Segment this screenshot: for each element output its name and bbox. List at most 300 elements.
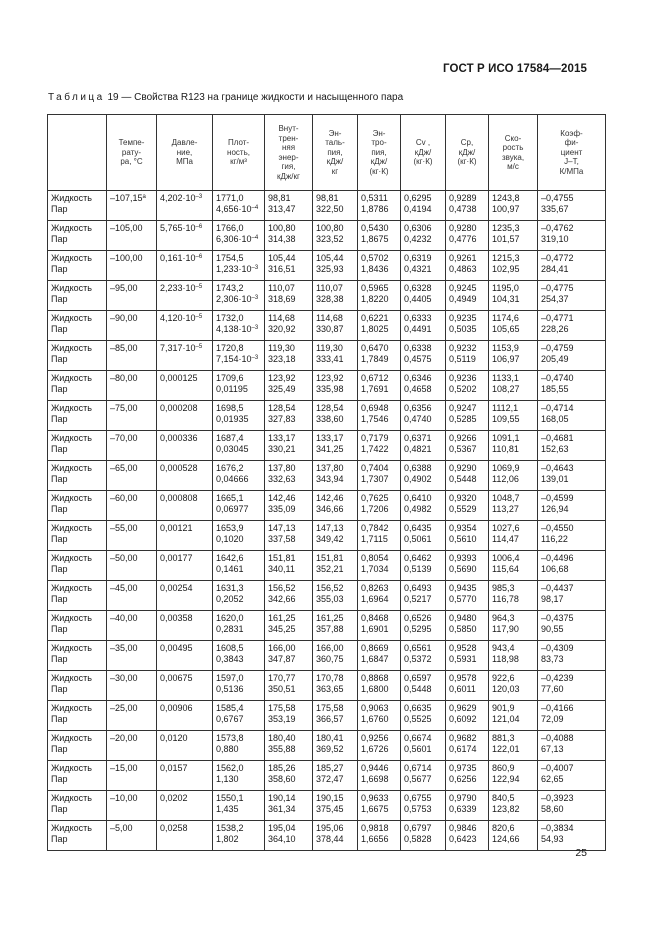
enthalpy-vapor: 323,52 — [316, 234, 344, 244]
sound-speed-cell — [489, 221, 538, 251]
cv-cell — [401, 371, 446, 401]
jt-coefficient-liquid: –0,4771 — [541, 313, 574, 323]
pressure-cell — [157, 311, 213, 341]
density-liquid: 1687,4 — [216, 433, 244, 443]
phase-cell — [48, 791, 107, 821]
table-row — [48, 581, 606, 611]
cv-liquid: 0,6435 — [404, 523, 432, 533]
cp-cell — [446, 641, 489, 671]
sound-speed-vapor: 101,57 — [492, 234, 520, 244]
column-header — [538, 115, 606, 191]
cp-liquid: 0,9266 — [449, 433, 477, 443]
column-header-line: тро- — [371, 138, 387, 148]
table-row — [48, 641, 606, 671]
enthalpy-cell — [313, 821, 358, 851]
sound-speed-vapor: 108,27 — [492, 384, 520, 394]
pressure-text: 4,120·10 — [160, 313, 196, 323]
table-row — [48, 791, 606, 821]
entropy-cell — [358, 221, 401, 251]
phase-vapor-label: Пар — [51, 204, 68, 214]
cv-vapor: 0,5061 — [404, 534, 432, 544]
cv-liquid: 0,6635 — [404, 703, 432, 713]
phase-liquid-label: Жидкость — [51, 793, 92, 803]
cv-cell — [401, 611, 446, 641]
entropy-vapor: 1,6901 — [361, 624, 389, 634]
column-header-line: звука, — [501, 152, 525, 162]
cp-cell — [446, 341, 489, 371]
temperature-value — [110, 793, 153, 804]
enthalpy-liquid: 137,80 — [316, 463, 344, 473]
temperature-cell — [107, 821, 157, 851]
cp-cell — [446, 401, 489, 431]
density-cell — [213, 491, 265, 521]
phase-liquid-label: Жидкость — [51, 763, 92, 773]
internal-energy-liquid: 147,13 — [268, 523, 296, 533]
entropy-liquid: 0,5702 — [361, 253, 389, 263]
pressure-text: 0,000125 — [160, 373, 198, 383]
cp-vapor: 0,6011 — [449, 684, 476, 694]
column-header-line: Плот- — [227, 138, 250, 148]
enthalpy-liquid: 180,41 — [316, 733, 344, 743]
cv-cell — [401, 431, 446, 461]
pressure-text: 0,000208 — [160, 403, 198, 413]
enthalpy-vapor: 322,50 — [316, 204, 344, 214]
caption-label: Таблица — [48, 92, 105, 103]
jt-coefficient-vapor: 126,94 — [541, 504, 569, 514]
density-liquid: 1562,0 — [216, 763, 244, 773]
jt-coefficient-cell — [538, 431, 606, 461]
cv-cell — [401, 221, 446, 251]
cv-vapor: 0,5753 — [404, 804, 432, 814]
jt-coefficient-liquid: –0,4775 — [541, 283, 574, 293]
jt-coefficient-liquid: –0,4643 — [541, 463, 574, 473]
temperature-text: –65,00 — [110, 463, 138, 473]
enthalpy-cell — [313, 251, 358, 281]
density-exponent: –4 — [251, 205, 259, 211]
pressure-value — [160, 253, 209, 264]
temperature-text: –40,00 — [110, 613, 138, 623]
column-header-line: ность, — [227, 147, 250, 157]
cv-liquid: 0,6714 — [404, 763, 432, 773]
cv-vapor: 0,4575 — [404, 354, 432, 364]
enthalpy-liquid: 170,78 — [316, 673, 344, 683]
phase-vapor-label: Пар — [51, 564, 68, 574]
column-header-line: Эн- — [372, 128, 386, 138]
enthalpy-liquid: 114,68 — [316, 313, 343, 323]
density-exponent: –3 — [251, 295, 259, 301]
table-row — [48, 341, 606, 371]
pressure-text: 0,000528 — [160, 463, 198, 473]
temperature-value — [110, 673, 153, 684]
cp-vapor: 0,5529 — [449, 504, 477, 514]
temperature-text: –10,00 — [110, 793, 138, 803]
enthalpy-liquid: 195,06 — [316, 823, 344, 833]
cv-vapor: 0,4740 — [404, 414, 432, 424]
table-row — [48, 401, 606, 431]
sound-speed-liquid: 901,9 — [492, 703, 515, 713]
temperature-cell — [107, 281, 157, 311]
column-header-line: няя — [281, 143, 296, 152]
internal-energy-vapor: 318,69 — [268, 294, 296, 304]
enthalpy-cell — [313, 521, 358, 551]
density-vapor-text: 0,880 — [216, 744, 239, 754]
jt-coefficient-liquid: –0,4714 — [541, 403, 574, 413]
cp-vapor: 0,5035 — [449, 324, 477, 334]
entropy-vapor: 1,6800 — [361, 684, 389, 694]
sound-speed-cell — [489, 191, 538, 221]
density-vapor-text: 1,435 — [216, 804, 239, 814]
cv-liquid: 0,6462 — [404, 553, 432, 563]
enthalpy-liquid: 151,81 — [316, 553, 344, 563]
jt-coefficient-liquid: –0,4375 — [541, 613, 574, 623]
column-header-line: циент — [560, 147, 583, 157]
pressure-cell — [157, 731, 213, 761]
enthalpy-cell — [313, 611, 358, 641]
phase-vapor-label: Пар — [51, 594, 68, 604]
column-header-line: рату- — [121, 147, 142, 157]
density-liquid: 1698,5 — [216, 403, 244, 413]
jt-coefficient-liquid: –0,4759 — [541, 343, 574, 353]
entropy-liquid: 0,5311 — [361, 193, 388, 203]
pressure-text: 0,0157 — [160, 763, 188, 773]
table-row — [48, 521, 606, 551]
sound-speed-liquid: 1174,6 — [492, 313, 519, 323]
density-liquid: 1538,2 — [216, 823, 244, 833]
sound-speed-cell — [489, 371, 538, 401]
phase-cell — [48, 401, 107, 431]
column-header — [446, 115, 489, 191]
column-header-line: рость — [502, 143, 524, 152]
pressure-text: 0,00675 — [160, 673, 193, 683]
temperature-text: –70,00 — [110, 433, 138, 443]
column-header-line: Эн- — [328, 128, 342, 138]
temperature-cell — [107, 461, 157, 491]
pressure-cell — [157, 641, 213, 671]
cp-liquid: 0,9790 — [449, 793, 477, 803]
phase-vapor-label: Пар — [51, 414, 68, 424]
sound-speed-vapor: 102,95 — [492, 264, 520, 274]
jt-coefficient-liquid: –0,4755 — [541, 193, 574, 203]
cv-liquid: 0,6755 — [404, 793, 432, 803]
phase-vapor-label: Пар — [51, 234, 68, 244]
phase-liquid-label: Жидкость — [51, 583, 92, 593]
pressure-text: 0,0258 — [160, 823, 188, 833]
column-header-line: Внут- — [278, 124, 299, 133]
enthalpy-liquid: 156,52 — [316, 583, 344, 593]
jt-coefficient-vapor: 228,26 — [541, 324, 569, 334]
cp-liquid: 0,9320 — [449, 493, 477, 503]
internal-energy-cell — [265, 281, 313, 311]
internal-energy-cell — [265, 221, 313, 251]
sound-speed-liquid: 820,6 — [492, 823, 515, 833]
entropy-cell — [358, 491, 401, 521]
cv-vapor: 0,5448 — [404, 684, 432, 694]
enthalpy-vapor: 366,57 — [316, 714, 344, 724]
density-liquid: 1676,2 — [216, 463, 244, 473]
enthalpy-vapor: 357,88 — [316, 624, 344, 634]
internal-energy-vapor: 364,10 — [268, 834, 296, 844]
caption-text: — Свойства R123 на границе жидкости и насыщенного пара — [121, 92, 404, 103]
jt-coefficient-liquid: –0,4772 — [541, 253, 574, 263]
density-liquid: 1550,1 — [216, 793, 244, 803]
cv-cell — [401, 521, 446, 551]
entropy-cell — [358, 821, 401, 851]
cv-cell — [401, 581, 446, 611]
internal-energy-liquid: 128,54 — [268, 403, 296, 413]
enthalpy-vapor: 363,65 — [316, 684, 344, 694]
cp-liquid: 0,9578 — [449, 673, 477, 683]
phase-vapor-label: Пар — [51, 474, 68, 484]
cv-vapor: 0,5139 — [404, 564, 432, 574]
sound-speed-vapor: 109,55 — [492, 414, 520, 424]
pressure-cell — [157, 431, 213, 461]
pressure-text: 0,00495 — [160, 643, 193, 653]
pressure-cell — [157, 371, 213, 401]
temperature-text: –25,00 — [110, 703, 138, 713]
column-header-line: ра, °С — [120, 157, 143, 167]
pressure-cell — [157, 701, 213, 731]
density-cell — [213, 221, 265, 251]
entropy-liquid: 0,9633 — [361, 793, 389, 803]
cp-vapor: 0,5202 — [449, 384, 477, 394]
entropy-vapor: 1,7849 — [361, 354, 389, 364]
cp-cell — [446, 761, 489, 791]
pressure-text: 0,00906 — [160, 703, 193, 713]
temperature-text: –60,00 — [110, 493, 138, 503]
phase-cell — [48, 191, 107, 221]
pressure-cell — [157, 671, 213, 701]
sound-speed-liquid: 1195,0 — [492, 283, 519, 293]
entropy-liquid: 0,7842 — [361, 523, 389, 533]
density-cell — [213, 461, 265, 491]
enthalpy-cell — [313, 311, 358, 341]
entropy-vapor: 1,6726 — [361, 744, 389, 754]
jt-coefficient-cell — [538, 761, 606, 791]
enthalpy-vapor: 338,60 — [316, 414, 344, 424]
temperature-text: –45,00 — [110, 583, 138, 593]
pressure-text: 2,233·10 — [160, 283, 196, 293]
entropy-liquid: 0,8054 — [361, 553, 389, 563]
internal-energy-liquid: 185,26 — [268, 763, 296, 773]
pressure-text: 0,0120 — [160, 733, 188, 743]
phase-vapor-label: Пар — [51, 324, 68, 334]
sound-speed-cell — [489, 491, 538, 521]
jt-coefficient-vapor: 168,05 — [541, 414, 569, 424]
phase-cell — [48, 371, 107, 401]
pressure-value — [160, 193, 209, 204]
cp-liquid: 0,9235 — [449, 313, 477, 323]
density-cell — [213, 431, 265, 461]
table-caption — [48, 92, 403, 103]
internal-energy-cell — [265, 341, 313, 371]
entropy-liquid: 0,7625 — [361, 493, 389, 503]
jt-coefficient-cell — [538, 461, 606, 491]
cp-vapor: 0,5690 — [449, 564, 477, 574]
phase-liquid-label: Жидкость — [51, 523, 92, 533]
internal-energy-liquid: 114,68 — [268, 313, 295, 323]
temperature-text: –95,00 — [110, 283, 138, 293]
cv-cell — [401, 761, 446, 791]
density-liquid: 1608,5 — [216, 643, 244, 653]
enthalpy-liquid: 175,58 — [316, 703, 344, 713]
jt-coefficient-vapor: 152,63 — [541, 444, 569, 454]
phase-liquid-label: Жидкость — [51, 193, 92, 203]
density-cell — [213, 671, 265, 701]
column-header-line: (кг·К) — [413, 157, 433, 167]
density-cell — [213, 791, 265, 821]
cv-vapor: 0,4658 — [404, 384, 432, 394]
jt-coefficient-liquid: –0,3834 — [541, 823, 574, 833]
sound-speed-vapor: 115,64 — [492, 564, 519, 574]
internal-energy-vapor: 353,19 — [268, 714, 296, 724]
sound-speed-liquid: 922,6 — [492, 673, 515, 683]
phase-vapor-label: Пар — [51, 804, 68, 814]
internal-energy-cell — [265, 641, 313, 671]
temperature-cell — [107, 521, 157, 551]
jt-coefficient-vapor: 139,01 — [541, 474, 569, 484]
internal-energy-liquid: 161,25 — [268, 613, 296, 623]
column-header — [313, 115, 358, 191]
table-row — [48, 761, 606, 791]
pressure-text: 5,765·10 — [160, 223, 196, 233]
entropy-vapor: 1,6698 — [361, 774, 389, 784]
cp-liquid: 0,9354 — [449, 523, 477, 533]
table-row — [48, 701, 606, 731]
temperature-text: –50,00 — [110, 553, 138, 563]
jt-coefficient-cell — [538, 401, 606, 431]
entropy-vapor: 1,8436 — [361, 264, 389, 274]
entropy-cell — [358, 581, 401, 611]
entropy-liquid: 0,8868 — [361, 673, 389, 683]
pressure-cell — [157, 791, 213, 821]
sound-speed-cell — [489, 461, 538, 491]
jt-coefficient-liquid: –0,4496 — [541, 553, 574, 563]
jt-coefficient-liquid: –0,4239 — [541, 673, 574, 683]
pressure-value — [160, 223, 209, 234]
cv-vapor: 0,5372 — [404, 654, 432, 664]
entropy-cell — [358, 731, 401, 761]
density-exponent: –3 — [251, 265, 259, 271]
jt-coefficient-vapor: 90,55 — [541, 624, 564, 634]
density-vapor-text: 4,656·10 — [216, 204, 252, 214]
internal-energy-liquid: 98,81 — [268, 193, 291, 203]
enthalpy-liquid: 190,15 — [316, 793, 344, 803]
cv-vapor: 0,4232 — [404, 234, 432, 244]
entropy-vapor: 1,8786 — [361, 204, 389, 214]
phase-liquid-label: Жидкость — [51, 463, 92, 473]
internal-energy-vapor: 314,38 — [268, 234, 296, 244]
temperature-value — [110, 193, 153, 204]
jt-coefficient-cell — [538, 521, 606, 551]
temperature-value — [110, 463, 153, 474]
density-exponent: –3 — [251, 355, 259, 361]
internal-energy-liquid: 175,58 — [268, 703, 296, 713]
jt-coefficient-cell — [538, 281, 606, 311]
sound-speed-liquid: 1027,6 — [492, 523, 520, 533]
jt-coefficient-liquid: –0,4437 — [541, 583, 574, 593]
phase-cell — [48, 701, 107, 731]
sound-speed-cell — [489, 341, 538, 371]
sound-speed-vapor: 122,94 — [492, 774, 520, 784]
sound-speed-cell — [489, 281, 538, 311]
internal-energy-cell — [265, 521, 313, 551]
jt-coefficient-liquid: –0,3923 — [541, 793, 574, 803]
pressure-text: 0,00254 — [160, 583, 193, 593]
column-header — [489, 115, 538, 191]
entropy-liquid: 0,9818 — [361, 823, 389, 833]
pressure-text: 0,00121 — [160, 523, 193, 533]
jt-coefficient-vapor: 72,09 — [541, 714, 564, 724]
temperature-text: –35,00 — [110, 643, 138, 653]
column-header — [265, 115, 313, 191]
jt-coefficient-cell — [538, 821, 606, 851]
sound-speed-liquid: 1069,9 — [492, 463, 520, 473]
temperature-value — [110, 373, 153, 384]
entropy-vapor: 1,7115 — [361, 534, 388, 544]
internal-energy-cell — [265, 701, 313, 731]
density-vapor — [216, 264, 261, 275]
temperature-text: –107,15 — [110, 193, 143, 203]
cv-liquid: 0,6493 — [404, 583, 432, 593]
phase-liquid-label: Жидкость — [51, 313, 92, 323]
entropy-vapor: 1,7034 — [361, 564, 389, 574]
jt-coefficient-vapor: 83,73 — [541, 654, 564, 664]
internal-energy-vapor: 335,09 — [268, 504, 296, 514]
sound-speed-cell — [489, 251, 538, 281]
pressure-value — [160, 493, 209, 504]
sound-speed-liquid: 964,3 — [492, 613, 515, 623]
jt-coefficient-vapor: 254,37 — [541, 294, 569, 304]
cp-vapor: 0,6423 — [449, 834, 477, 844]
density-vapor-text: 0,2052 — [216, 594, 244, 604]
pressure-cell — [157, 251, 213, 281]
jt-coefficient-vapor: 335,67 — [541, 204, 569, 214]
internal-energy-liquid: 105,44 — [268, 253, 296, 263]
cp-cell — [446, 431, 489, 461]
enthalpy-vapor: 335,98 — [316, 384, 344, 394]
density-cell — [213, 641, 265, 671]
temperature-text: –80,00 — [110, 373, 138, 383]
sound-speed-liquid: 1153,9 — [492, 343, 519, 353]
sound-speed-vapor: 123,82 — [492, 804, 520, 814]
entropy-liquid: 0,5965 — [361, 283, 389, 293]
density-vapor-text: 6,306·10 — [216, 234, 252, 244]
phase-liquid-label: Жидкость — [51, 673, 92, 683]
internal-energy-cell — [265, 821, 313, 851]
column-header-line: пия, — [371, 147, 387, 157]
standard-header: ГОСТ Р ИСО 17584—2015 — [442, 63, 587, 75]
temperature-text: –5,00 — [110, 823, 133, 833]
pressure-text: 7,317·10 — [160, 343, 196, 353]
density-vapor — [216, 714, 261, 725]
table-header-row — [48, 115, 606, 191]
pressure-value — [160, 283, 209, 294]
sound-speed-cell — [489, 701, 538, 731]
cv-liquid: 0,6410 — [404, 493, 432, 503]
pressure-value — [160, 463, 209, 474]
jt-coefficient-cell — [538, 641, 606, 671]
cv-vapor: 0,5525 — [404, 714, 432, 724]
phase-cell — [48, 311, 107, 341]
cv-cell — [401, 461, 446, 491]
enthalpy-cell — [313, 491, 358, 521]
pressure-value — [160, 763, 209, 774]
jt-coefficient-cell — [538, 371, 606, 401]
entropy-cell — [358, 611, 401, 641]
internal-energy-cell — [265, 491, 313, 521]
density-cell — [213, 521, 265, 551]
temperature-cell — [107, 431, 157, 461]
